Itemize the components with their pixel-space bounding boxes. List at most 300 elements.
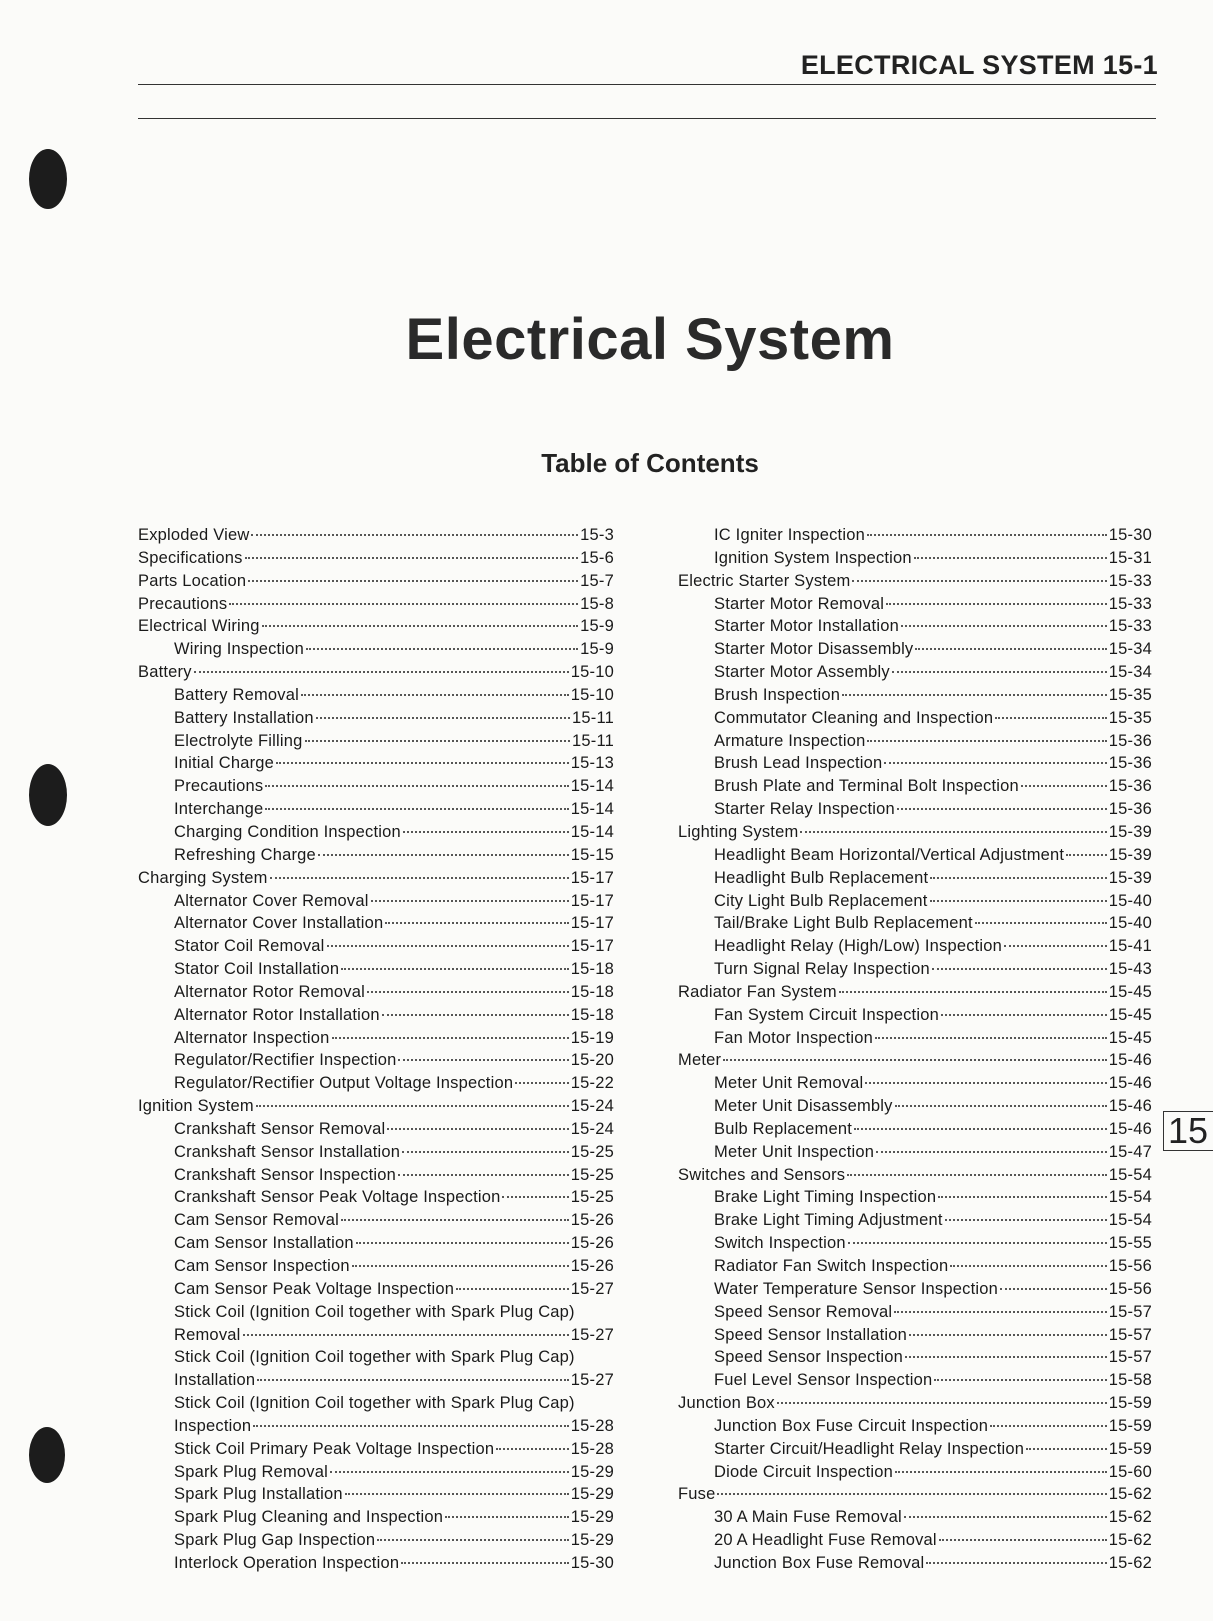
toc-entry-page: 15-10 bbox=[570, 663, 614, 682]
toc-entry-page: 15-36 bbox=[1108, 777, 1152, 796]
toc-entry-title: Commutator Cleaning and Inspection bbox=[714, 708, 994, 727]
toc-entry bbox=[138, 1004, 614, 1027]
toc-entry-page: 15-39 bbox=[1108, 845, 1152, 864]
toc-leader-dots bbox=[456, 1288, 569, 1290]
toc-entry-page: 15-30 bbox=[1108, 526, 1152, 544]
toc-entry-title: Spark Plug Cleaning and Inspection bbox=[174, 1508, 444, 1527]
toc-entry-page: 15-35 bbox=[1108, 708, 1152, 727]
toc-leader-dots bbox=[265, 785, 568, 787]
toc-entry bbox=[138, 958, 614, 981]
toc-entry-page: 15-8 bbox=[580, 594, 614, 613]
toc-entry bbox=[678, 707, 1152, 730]
toc-entry bbox=[678, 1392, 1152, 1415]
toc-entry-page: 15-19 bbox=[570, 1028, 614, 1047]
toc-entry-title: Electrolyte Filling bbox=[174, 731, 303, 750]
toc-leader-dots bbox=[930, 900, 1107, 902]
toc-entry bbox=[678, 1529, 1152, 1552]
toc-entry-title: Battery bbox=[138, 663, 192, 682]
toc-leader-dots bbox=[886, 603, 1107, 605]
toc-entry-title: Meter Unit Removal bbox=[714, 1074, 864, 1093]
toc-leader-dots bbox=[257, 1379, 569, 1381]
toc-entry-page: 15-33 bbox=[1108, 617, 1152, 636]
toc-entry-title: Starter Motor Removal bbox=[714, 594, 885, 613]
toc-entry-title: Ignition System bbox=[138, 1097, 254, 1116]
toc-leader-dots bbox=[251, 534, 578, 536]
toc-entry-page: 15-57 bbox=[1108, 1325, 1152, 1344]
toc-entry-title: Brake Light Timing Adjustment bbox=[714, 1211, 943, 1230]
toc-leader-dots bbox=[332, 1037, 569, 1039]
toc-entry-title: Electric Starter System bbox=[678, 571, 851, 590]
toc-entry-page: 15-26 bbox=[570, 1257, 614, 1275]
toc-entry-title: Stator Coil Removal bbox=[174, 937, 325, 956]
toc-leader-dots bbox=[939, 1539, 1107, 1541]
toc-leader-dots bbox=[327, 945, 569, 947]
toc-entry-title: Meter Unit Disassembly bbox=[714, 1097, 893, 1116]
toc-leader-dots bbox=[445, 1516, 569, 1518]
toc-entry bbox=[138, 1506, 614, 1529]
toc-leader-dots bbox=[402, 1151, 569, 1153]
toc-entry-page: 15-59 bbox=[1108, 1439, 1152, 1458]
toc-entry-title: Precautions bbox=[174, 777, 264, 796]
toc-entry-title: Battery Installation bbox=[174, 708, 314, 727]
toc-entry-page: 15-46 bbox=[1108, 1097, 1152, 1116]
toc-leader-dots bbox=[854, 1128, 1107, 1130]
toc-leader-dots bbox=[892, 671, 1107, 673]
toc-entry-page: 15-17 bbox=[570, 891, 614, 910]
toc-entry-title: Armature Inspection bbox=[714, 731, 866, 750]
toc-entry-page: 15-9 bbox=[580, 617, 614, 636]
toc-entry bbox=[678, 1278, 1152, 1301]
toc-entry bbox=[138, 638, 614, 661]
toc-entry bbox=[678, 1483, 1152, 1506]
toc-entry bbox=[678, 1438, 1152, 1461]
toc-leader-dots bbox=[915, 648, 1106, 650]
toc-entry bbox=[678, 1072, 1152, 1095]
toc-entry-page: 15-40 bbox=[1108, 891, 1152, 910]
toc-leader-dots bbox=[262, 625, 579, 627]
toc-leader-dots bbox=[398, 1059, 568, 1061]
toc-entry-title: Spark Plug Removal bbox=[174, 1462, 329, 1481]
toc-leader-dots bbox=[356, 1242, 569, 1244]
toc-entry bbox=[678, 1461, 1152, 1484]
toc-entry-title: Crankshaft Sensor Installation bbox=[174, 1142, 401, 1161]
toc-entry-page: 15-59 bbox=[1108, 1394, 1152, 1413]
toc-entry-page: 15-34 bbox=[1108, 640, 1152, 659]
toc-entry-title: Initial Charge bbox=[174, 754, 275, 773]
toc-entry bbox=[138, 844, 614, 867]
toc-entry-title: Ignition System Inspection bbox=[714, 548, 912, 567]
toc-entry-title: Brush Inspection bbox=[714, 685, 841, 704]
toc-entry-page: 15-17 bbox=[570, 868, 614, 887]
toc-leader-dots bbox=[248, 580, 578, 582]
toc-entry bbox=[138, 593, 614, 616]
toc-entry-title: Starter Relay Inspection bbox=[714, 800, 895, 819]
toc-entry-title: Wiring Inspection bbox=[174, 640, 304, 659]
toc-entry-page: 15-55 bbox=[1108, 1234, 1152, 1253]
toc-entry-page: 15-15 bbox=[570, 845, 614, 864]
toc-entry-page: 15-59 bbox=[1108, 1416, 1152, 1435]
toc-entry bbox=[138, 1438, 614, 1461]
toc-entry bbox=[138, 1324, 614, 1347]
toc-entry bbox=[678, 958, 1152, 981]
toc-leader-dots bbox=[377, 1539, 569, 1541]
toc-entry-title: Installation bbox=[174, 1371, 256, 1390]
toc-entry bbox=[678, 661, 1152, 684]
toc-leader-dots bbox=[865, 1082, 1106, 1084]
toc-entry bbox=[678, 570, 1152, 593]
toc-entry bbox=[678, 1301, 1152, 1324]
toc-entry-page: 15-56 bbox=[1108, 1279, 1152, 1298]
toc-leader-dots bbox=[403, 831, 569, 833]
toc-leader-dots bbox=[1000, 1288, 1107, 1290]
toc-entry-title: Lighting System bbox=[678, 822, 799, 841]
toc-entry bbox=[678, 1095, 1152, 1118]
toc-entry-title: Junction Box bbox=[678, 1394, 775, 1413]
toc-leader-dots bbox=[330, 1471, 569, 1473]
toc-leader-dots bbox=[905, 1356, 1107, 1358]
toc-entry bbox=[138, 707, 614, 730]
toc-leader-dots bbox=[938, 1196, 1107, 1198]
toc-entry-page: 15-43 bbox=[1108, 960, 1152, 979]
toc-entry-title: Brake Light Timing Inspection bbox=[714, 1188, 937, 1207]
toc-entry-page: 15-25 bbox=[570, 1188, 614, 1207]
toc-entry-page: 15-62 bbox=[1108, 1508, 1152, 1527]
toc-leader-dots bbox=[723, 1059, 1107, 1061]
toc-entry-title: Junction Box Fuse Circuit Inspection bbox=[714, 1416, 989, 1435]
toc-leader-dots bbox=[316, 717, 570, 719]
toc-leader-dots bbox=[875, 1037, 1107, 1039]
toc-entry-page: 15-25 bbox=[570, 1165, 614, 1184]
toc-entry bbox=[138, 1483, 614, 1506]
toc-entry-title: Fuel Level Sensor Inspection bbox=[714, 1371, 933, 1390]
toc-leader-dots bbox=[867, 534, 1107, 536]
toc-entry-title: Starter Motor Assembly bbox=[714, 663, 890, 682]
toc-entry bbox=[138, 730, 614, 753]
toc-entry-title: Radiator Fan System bbox=[678, 982, 837, 1001]
toc-entry bbox=[678, 593, 1152, 616]
toc-entry-title: Stick Coil Primary Peak Voltage Inspection bbox=[174, 1439, 495, 1458]
toc-leader-dots bbox=[895, 1471, 1107, 1473]
toc-entry-title: Cam Sensor Inspection bbox=[174, 1257, 350, 1275]
toc-leader-dots bbox=[387, 1128, 568, 1130]
toc-entry bbox=[678, 844, 1152, 867]
toc-entry bbox=[138, 1027, 614, 1050]
toc-leader-dots bbox=[367, 991, 569, 993]
toc-entry-page: 15-60 bbox=[1108, 1462, 1152, 1481]
toc-entry-title: Alternator Rotor Removal bbox=[174, 982, 365, 1001]
toc-entry bbox=[138, 615, 614, 638]
toc-entry bbox=[678, 615, 1152, 638]
toc-entry-page: 15-47 bbox=[1108, 1142, 1152, 1161]
toc-leader-dots bbox=[950, 1265, 1106, 1267]
toc-entry bbox=[138, 1552, 614, 1575]
toc-entry-page: 15-13 bbox=[570, 754, 614, 773]
toc-entry-page: 15-27 bbox=[570, 1325, 614, 1344]
toc-entry bbox=[138, 912, 614, 935]
toc-entry-page: 15-36 bbox=[1108, 754, 1152, 773]
toc-entry-title: Fan Motor Inspection bbox=[714, 1028, 873, 1047]
toc-entry bbox=[138, 684, 614, 707]
toc-entry-title: Crankshaft Sensor Removal bbox=[174, 1119, 386, 1138]
toc-leader-dots bbox=[945, 1219, 1107, 1221]
toc-leader-dots bbox=[876, 1151, 1107, 1153]
toc-entry-title: Starter Motor Disassembly bbox=[714, 640, 914, 659]
toc-entry-title: Charging System bbox=[138, 868, 268, 887]
toc-column-left bbox=[138, 524, 614, 1575]
toc-entry bbox=[138, 1141, 614, 1164]
toc-entry bbox=[138, 867, 614, 890]
toc-entry bbox=[678, 752, 1152, 775]
toc-entry-page: 15-57 bbox=[1108, 1348, 1152, 1367]
toc-entry-page: 15-46 bbox=[1108, 1051, 1152, 1070]
toc-entry-title: Exploded View bbox=[138, 526, 250, 544]
toc-entry-title: Inspection bbox=[174, 1416, 252, 1435]
toc-entry-title: Brush Lead Inspection bbox=[714, 754, 883, 773]
toc-entry bbox=[678, 1255, 1152, 1278]
toc-entry bbox=[678, 775, 1152, 798]
toc-entry bbox=[678, 1369, 1152, 1392]
toc-entry-title: Regulator/Rectifier Inspection bbox=[174, 1051, 397, 1070]
toc-entry bbox=[138, 1369, 614, 1392]
toc-entry-page: 15-17 bbox=[570, 914, 614, 933]
toc-entry-page: 15-10 bbox=[570, 685, 614, 704]
toc-entry-page: 15-54 bbox=[1108, 1188, 1152, 1207]
toc-entry-page: 15-18 bbox=[570, 982, 614, 1001]
toc-entry-page: 15-22 bbox=[570, 1074, 614, 1093]
toc-entry bbox=[138, 1301, 614, 1324]
toc-entry-title: Alternator Rotor Installation bbox=[174, 1005, 380, 1024]
toc-leader-dots bbox=[352, 1265, 569, 1267]
toc-leader-dots bbox=[382, 1014, 569, 1016]
toc-entry bbox=[678, 1506, 1152, 1529]
toc-leader-dots bbox=[305, 740, 571, 742]
toc-entry-title: Diode Circuit Inspection bbox=[714, 1462, 894, 1481]
toc-entry bbox=[678, 1027, 1152, 1050]
toc-entry bbox=[138, 821, 614, 844]
toc-leader-dots bbox=[256, 1105, 569, 1107]
toc-entry-page: 15-29 bbox=[570, 1508, 614, 1527]
toc-entry bbox=[138, 1072, 614, 1095]
toc-leader-dots bbox=[371, 900, 569, 902]
toc-entry bbox=[678, 1141, 1152, 1164]
toc-leader-dots bbox=[852, 580, 1106, 582]
toc-entry-page: 15-29 bbox=[570, 1531, 614, 1550]
toc-entry-page: 15-28 bbox=[570, 1416, 614, 1435]
toc-leader-dots bbox=[975, 922, 1107, 924]
toc-leader-dots bbox=[777, 1402, 1107, 1404]
toc-leader-dots bbox=[1021, 785, 1107, 787]
toc-entry-title: Meter Unit Inspection bbox=[714, 1142, 875, 1161]
toc-entry bbox=[138, 890, 614, 913]
toc-entry bbox=[138, 1278, 614, 1301]
toc-entry bbox=[138, 981, 614, 1004]
toc-entry-page: 15-56 bbox=[1108, 1257, 1152, 1275]
toc-entry-title: Speed Sensor Removal bbox=[714, 1302, 893, 1321]
toc-leader-dots bbox=[895, 1105, 1107, 1107]
toc-heading: Table of Contents bbox=[541, 448, 759, 478]
toc-entry bbox=[138, 1164, 614, 1187]
toc-entry-page: 15-30 bbox=[570, 1553, 614, 1572]
toc-entry-title: Headlight Bulb Replacement bbox=[714, 868, 929, 887]
toc-entry-title: Spark Plug Gap Inspection bbox=[174, 1531, 376, 1550]
toc-leader-dots bbox=[914, 557, 1107, 559]
toc-entry-page: 15-36 bbox=[1108, 800, 1152, 819]
toc-leader-dots bbox=[270, 877, 569, 879]
toc-entry bbox=[138, 1392, 614, 1415]
toc-entry bbox=[138, 1209, 614, 1232]
toc-entry-page: 15-11 bbox=[572, 731, 614, 750]
toc-leader-dots bbox=[894, 1311, 1107, 1313]
toc-entry-title: Crankshaft Sensor Peak Voltage Inspection bbox=[174, 1188, 501, 1207]
toc-entry-title: Speed Sensor Installation bbox=[714, 1325, 908, 1344]
binder-hole bbox=[29, 1427, 65, 1483]
toc-entry bbox=[138, 570, 614, 593]
toc-entry-page: 15-18 bbox=[570, 960, 614, 979]
toc-entry bbox=[678, 1324, 1152, 1347]
toc-leader-dots bbox=[884, 762, 1106, 764]
toc-entry-page: 15-27 bbox=[570, 1279, 614, 1298]
toc-entry-title: City Light Bulb Replacement bbox=[714, 891, 928, 910]
toc-leader-dots bbox=[229, 603, 578, 605]
toc-entry-title: Battery Removal bbox=[174, 685, 299, 704]
toc-entry bbox=[138, 935, 614, 958]
toc-leader-dots bbox=[847, 1174, 1107, 1176]
toc-leader-dots bbox=[909, 1334, 1107, 1336]
toc-leader-dots bbox=[800, 831, 1106, 833]
toc-entry bbox=[678, 981, 1152, 1004]
toc-entry-title: Precautions bbox=[138, 594, 228, 613]
toc-entry-title: Switches and Sensors bbox=[678, 1165, 846, 1184]
toc-entry bbox=[138, 752, 614, 775]
toc-entry-page: 15-54 bbox=[1108, 1165, 1152, 1184]
toc-entry-title: Spark Plug Installation bbox=[174, 1485, 343, 1504]
toc-entry bbox=[678, 821, 1152, 844]
toc-leader-dots bbox=[318, 854, 569, 856]
toc-entry bbox=[138, 547, 614, 570]
toc-entry-page: 15-33 bbox=[1108, 571, 1152, 590]
toc-entry-title: Headlight Relay (High/Low) Inspection bbox=[714, 937, 1003, 956]
toc-entry-title: Radiator Fan Switch Inspection bbox=[714, 1257, 949, 1275]
toc-leader-dots bbox=[265, 808, 568, 810]
toc-entry-title: Alternator Cover Removal bbox=[174, 891, 369, 910]
toc-leader-dots bbox=[1004, 945, 1107, 947]
toc-leader-dots bbox=[341, 1219, 569, 1221]
toc-entry-page: 15-29 bbox=[570, 1485, 614, 1504]
toc-leader-dots bbox=[502, 1196, 568, 1198]
toc-entry-page: 15-62 bbox=[1108, 1553, 1152, 1572]
toc-entry-page: 15-24 bbox=[570, 1119, 614, 1138]
toc-leader-dots bbox=[932, 968, 1107, 970]
toc-entry-title: Meter bbox=[678, 1051, 722, 1070]
toc-entry-page: 15-39 bbox=[1108, 868, 1152, 887]
toc-leader-dots bbox=[194, 671, 569, 673]
toc-entry bbox=[678, 524, 1152, 547]
toc-leader-dots bbox=[839, 991, 1107, 993]
toc-leader-dots bbox=[245, 557, 579, 559]
toc-entry-title: Stick Coil (Ignition Coil together with Spark Plug Cap) bbox=[174, 1394, 575, 1413]
toc-entry-page: 15-39 bbox=[1108, 822, 1152, 841]
toc-entry bbox=[678, 1209, 1152, 1232]
toc-leader-dots bbox=[1026, 1448, 1107, 1450]
toc-leader-dots bbox=[276, 762, 569, 764]
binder-hole bbox=[29, 149, 67, 209]
toc-leader-dots bbox=[897, 808, 1107, 810]
toc-entry bbox=[678, 912, 1152, 935]
toc-entry-page: 15-45 bbox=[1108, 982, 1152, 1001]
toc-entry bbox=[678, 684, 1152, 707]
toc-leader-dots bbox=[1066, 854, 1107, 856]
toc-entry-title: Starter Motor Installation bbox=[714, 617, 899, 636]
toc-entry-title: Cam Sensor Peak Voltage Inspection bbox=[174, 1279, 455, 1298]
toc-entry bbox=[678, 1346, 1152, 1369]
toc-entry bbox=[678, 890, 1152, 913]
toc-entry-title: Cam Sensor Installation bbox=[174, 1234, 354, 1253]
toc-entry bbox=[678, 730, 1152, 753]
toc-entry bbox=[138, 798, 614, 821]
header-rule bbox=[138, 84, 1156, 85]
toc-entry-title: Interchange bbox=[174, 800, 264, 819]
binder-hole bbox=[29, 764, 67, 826]
toc-entry-page: 15-3 bbox=[580, 526, 614, 544]
toc-entry-title: Electrical Wiring bbox=[138, 617, 260, 636]
toc-entry bbox=[138, 1415, 614, 1438]
toc-leader-dots bbox=[341, 968, 569, 970]
toc-leader-dots bbox=[848, 1242, 1107, 1244]
toc-entry-page: 15-14 bbox=[570, 822, 614, 841]
toc-leader-dots bbox=[345, 1493, 569, 1495]
toc-entry-page: 15-41 bbox=[1108, 937, 1152, 956]
toc-leader-dots bbox=[926, 1562, 1106, 1564]
toc-entry-title: Alternator Cover Installation bbox=[174, 914, 384, 933]
toc-entry-page: 15-45 bbox=[1108, 1005, 1152, 1024]
toc-leader-dots bbox=[867, 740, 1106, 742]
toc-entry-page: 15-24 bbox=[570, 1097, 614, 1116]
toc-entry-page: 15-31 bbox=[1108, 548, 1152, 567]
toc-entry-page: 15-14 bbox=[570, 777, 614, 796]
toc-entry bbox=[678, 1552, 1152, 1575]
toc-entry-page: 15-28 bbox=[570, 1439, 614, 1458]
toc-entry-title: IC Igniter Inspection bbox=[714, 526, 865, 544]
toc-entry-title: Stick Coil (Ignition Coil together with Spark Plug Cap) bbox=[174, 1302, 575, 1321]
toc-entry-title: 20 A Headlight Fuse Removal bbox=[714, 1531, 937, 1550]
toc-entry-page: 15-7 bbox=[580, 571, 614, 590]
toc-entry bbox=[678, 547, 1152, 570]
toc-entry-page: 15-27 bbox=[570, 1371, 614, 1390]
toc-entry-page: 15-62 bbox=[1108, 1485, 1152, 1504]
toc-entry bbox=[138, 524, 614, 547]
toc-leader-dots bbox=[301, 694, 569, 696]
toc-entry-page: 15-46 bbox=[1108, 1119, 1152, 1138]
toc-entry bbox=[138, 1232, 614, 1255]
toc-entry-title: Alternator Inspection bbox=[174, 1028, 330, 1047]
toc-entry-page: 15-33 bbox=[1108, 594, 1152, 613]
toc-leader-dots bbox=[243, 1334, 569, 1336]
toc-entry-title: Stick Coil (Ignition Coil together with Spark Plug Cap) bbox=[174, 1348, 575, 1367]
toc-leader-dots bbox=[934, 1379, 1106, 1381]
toc-entry-page: 15-18 bbox=[570, 1005, 614, 1024]
toc-entry bbox=[678, 1049, 1152, 1072]
toc-entry-page: 15-40 bbox=[1108, 914, 1152, 933]
toc-entry-page: 15-26 bbox=[570, 1234, 614, 1253]
toc-entry bbox=[138, 1118, 614, 1141]
toc-entry-title: Crankshaft Sensor Inspection bbox=[174, 1165, 397, 1184]
toc-entry bbox=[138, 1186, 614, 1209]
toc-entry-page: 15-34 bbox=[1108, 663, 1152, 682]
toc-entry bbox=[678, 935, 1152, 958]
toc-leader-dots bbox=[717, 1493, 1106, 1495]
toc-entry bbox=[138, 1346, 614, 1369]
toc-entry-title: 30 A Main Fuse Removal bbox=[714, 1508, 902, 1527]
